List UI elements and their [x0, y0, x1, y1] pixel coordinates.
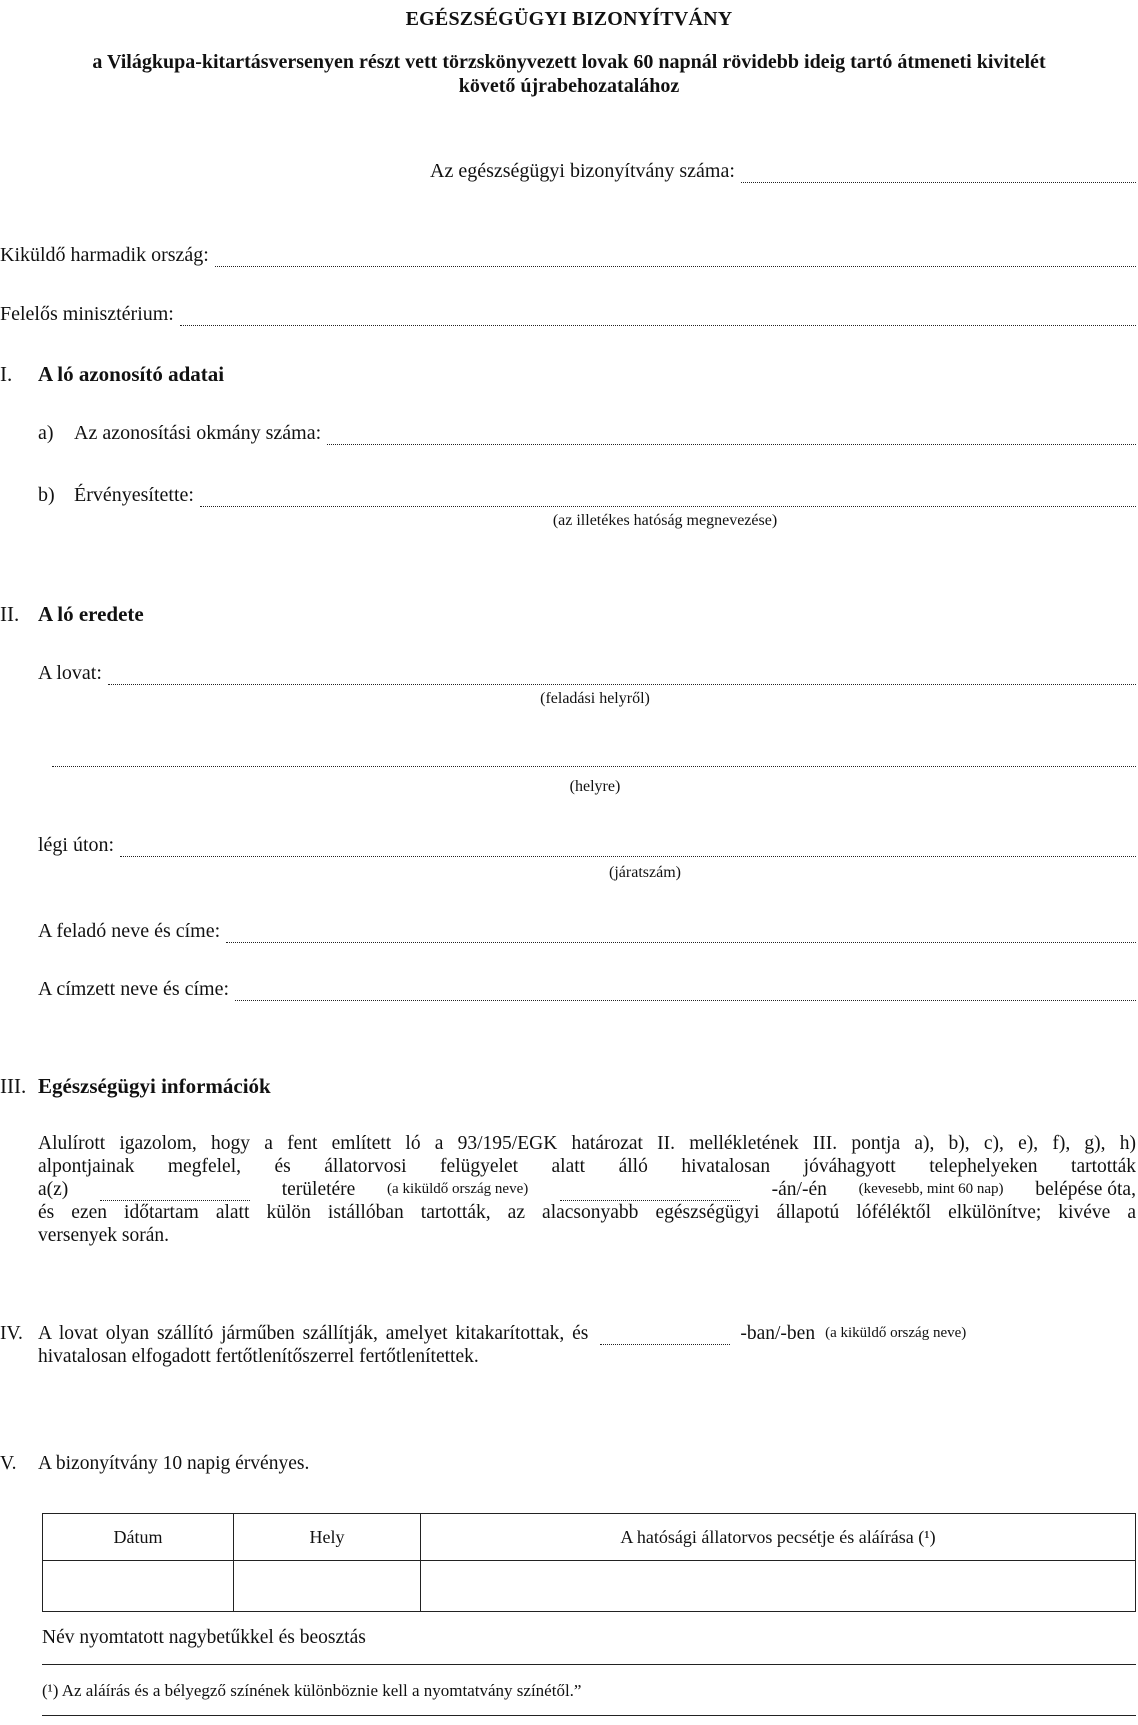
cleaning-country-field[interactable] — [600, 1330, 730, 1345]
health-statement — [38, 1132, 1136, 1247]
subtitle-line-1: a Világkupa-kitartásversenyen részt vett törzskönyvezett lovak 60 napnál rövidebb ideig tartó átmeneti kivitelét — [92, 51, 1046, 73]
statement-since-entry: belépése óta, — [1035, 1179, 1136, 1200]
section-2-number: II. — [0, 602, 20, 626]
flight-number-field[interactable] — [120, 838, 1136, 857]
entry-date-field[interactable] — [560, 1186, 740, 1201]
section-4-line-2: hivatalosan elfogadott fertőtlenítőszerrel fertőtlenítettek. — [38, 1346, 479, 1367]
destination-caption: (helyre) — [569, 778, 621, 795]
place-column-header: Hely — [234, 1514, 421, 1561]
sender-label: A feladó neve és címe: — [38, 920, 221, 942]
section-5 — [0, 1453, 309, 1475]
section-3-title: Egészségügyi információk — [38, 1074, 271, 1098]
sending-country-row — [0, 244, 1136, 267]
statement-country-note: (a kiküldő ország neve) — [387, 1181, 529, 1197]
stamp-column-header: A hatósági állatorvos pecsétje és aláírása (¹) — [421, 1514, 1136, 1561]
signature-table — [42, 1513, 1136, 1612]
validated-by-row — [38, 484, 1136, 507]
bottom-divider — [42, 1715, 1136, 1716]
section-1-number: I. — [0, 362, 13, 386]
date-column-header: Dátum — [43, 1514, 234, 1561]
air-label: légi úton: — [38, 834, 115, 856]
section-1-heading — [0, 362, 224, 387]
sending-country-field[interactable] — [215, 248, 1136, 267]
flight-number-caption: (járatszám) — [609, 864, 681, 881]
section-4 — [0, 1322, 1136, 1368]
subtitle-line-2: követő újrabehozatalához — [458, 75, 680, 97]
section-2-title: A ló eredete — [38, 602, 144, 626]
statement-date-suffix: -án/-én — [771, 1179, 827, 1200]
section-5-number: V. — [0, 1453, 17, 1474]
territory-field[interactable] — [100, 1186, 250, 1201]
section-4-number: IV. — [0, 1323, 23, 1344]
destination-field[interactable] — [52, 748, 1136, 767]
vehicle-country-note: (a kiküldő ország neve) — [825, 1325, 967, 1341]
statement-days-note: (kevesebb, mint 60 nap) — [858, 1181, 1004, 1197]
ministry-label: Felelős minisztérium: — [0, 303, 174, 325]
section-1-title: A ló azonosító adatai — [38, 362, 225, 386]
section-4-line-1 — [0, 1322, 1136, 1345]
statement-line-5: versenyek során. — [38, 1225, 170, 1246]
validity-text: A bizonyítvány 10 napig érvényes. — [38, 1453, 310, 1474]
dispatch-place-field[interactable] — [108, 666, 1136, 685]
name-and-position-label: Név nyomtatott nagybetűkkel és beosztás — [42, 1627, 366, 1648]
recipient-field[interactable] — [235, 982, 1136, 1001]
cert-number-field[interactable] — [741, 164, 1136, 183]
statement-territory-word: területére — [281, 1179, 356, 1200]
cert-number-label: Az egészségügyi bizonyítvány száma: — [430, 160, 735, 182]
validated-by-field[interactable] — [200, 488, 1136, 507]
statement-az: a(z) — [38, 1179, 69, 1200]
document-title: EGÉSZSÉGÜGYI BIZONYÍTVÁNY — [405, 8, 733, 30]
sender-field[interactable] — [226, 924, 1136, 943]
statement-line-1: Alulírott igazolom, hogy a fent említett ló a 93/195/EGK határozat II. mellékletének III. pontja a), b), c), e), f), g), h) — [38, 1133, 1136, 1154]
authority-caption: (az illetékes hatóság megnevezése) — [552, 512, 778, 529]
horse-label: A lovat: — [38, 662, 102, 684]
section-2-heading — [0, 602, 144, 627]
section-3-heading — [0, 1074, 271, 1099]
signature-table-header — [43, 1514, 1136, 1561]
dispatch-place-caption: (feladási helyről) — [540, 690, 650, 707]
validated-by-label: Érvényesítette: — [74, 484, 194, 506]
sending-country-label: Kiküldő harmadik ország: — [0, 244, 209, 266]
horse-from-row — [38, 662, 1136, 685]
id-document-label: Az azonosítási okmány száma: — [74, 422, 322, 444]
cert-number-row — [430, 160, 1136, 183]
footnote: (¹) Az aláírás és a bélyegző színének különböznie kell a nyomtatvány színétől.” — [42, 1681, 582, 1700]
ministry-field[interactable] — [180, 307, 1136, 326]
recipient-row — [38, 978, 1136, 1001]
item-b-marker: b) — [38, 484, 55, 506]
sender-row — [38, 920, 1136, 943]
vehicle-statement: A lovat olyan szállító járműben szállítják, amelyet kitakarítottak, és — [38, 1323, 589, 1344]
statement-line-2: alpontjainak megfelel, és állatorvosi felügyelet alatt álló hivatalosan jóváhagyott telephelyeken tartották — [38, 1156, 1136, 1177]
date-cell[interactable] — [43, 1561, 234, 1612]
id-document-row — [38, 422, 1136, 445]
destination-row — [52, 748, 1136, 767]
ministry-row — [0, 303, 1136, 326]
item-a-marker: a) — [38, 422, 54, 444]
signature-table-entry-row — [43, 1561, 1136, 1612]
statement-line-3 — [38, 1178, 1136, 1201]
stamp-cell[interactable] — [421, 1561, 1136, 1612]
statement-line-4: és ezen időtartam alatt külön istállóban tartották, az alacsonyabb egészségügyi állapotú lóféléktől elkülönítve; kivéve a — [38, 1202, 1136, 1223]
place-cell[interactable] — [234, 1561, 421, 1612]
air-row — [38, 834, 1136, 857]
footnote-divider — [42, 1664, 1136, 1665]
vehicle-suffix: -ban/-ben — [740, 1323, 816, 1344]
section-3-number: III. — [0, 1074, 27, 1098]
document-subtitle — [0, 50, 1138, 98]
id-document-field[interactable] — [327, 426, 1136, 445]
recipient-label: A címzett neve és címe: — [38, 978, 230, 1000]
